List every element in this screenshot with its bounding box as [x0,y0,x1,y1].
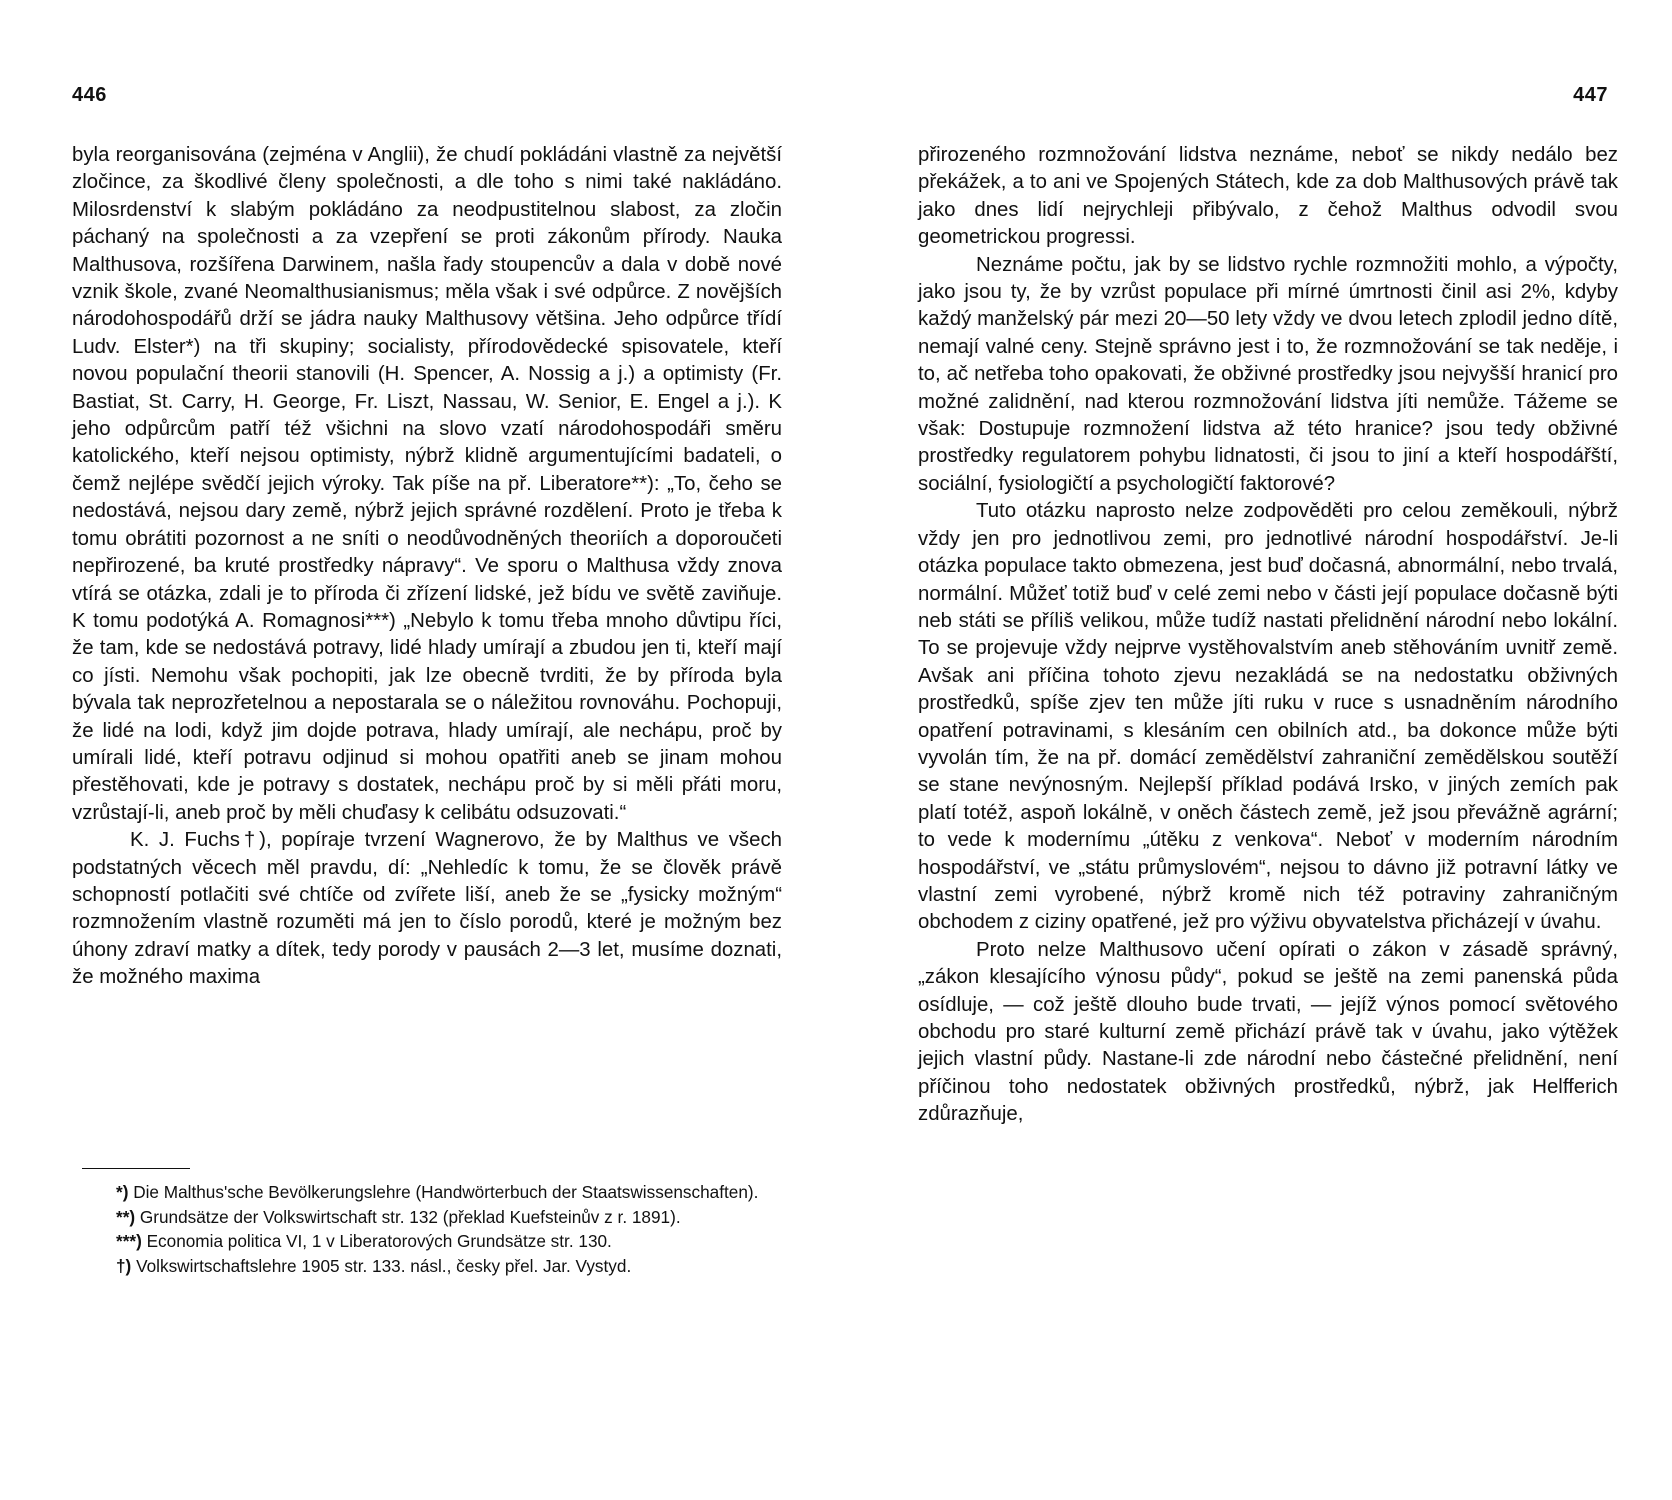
page-number-left: 446 [72,84,107,106]
footnote-mark: ***) [116,1231,142,1252]
paragraph: přirozeného rozmnožování lidstva neznáme, neboť se nikdy nedálo bez překážek, a to ani ve Spojených Státech, kde za dob Malthusových právě tak jako dnes lidí nejrychleji přibývalo, z čehož Malthus odvodil svou geometrickou progressi. [918,144,1618,249]
footnote [72,1254,782,1279]
footnotes [72,1180,782,1278]
paragraph: K. J. Fuchs†), popíraje tvrzení Wagnerovo, že by Malthus ve všech podstatných věcech měl pravdu, dí: „Nehledíc k tomu, že se člověk právě schopností potlačiti své chtíče od zvířete liší, aneb že se „fysicky možným“ rozmnožením vlastně rozuměti má jen to číslo porodů, které je možným bez úhony zdraví matky a dítek, tedy porody v pausách 2—3 let, musíme doznati, že možného maxima [72,829,782,989]
footnote-text: Grundsätze der Volkswirtschaft str. 132 (překlad Kuefsteinův z r. 1891). [139,1206,681,1227]
footnote [72,1229,782,1254]
footnote-text: Volkswirtschaftslehre 1905 str. 133. násl., česky přel. Jar. Vystyd. [136,1255,632,1276]
footnote-mark: †) [116,1255,132,1276]
paragraph: byla reorganisována (zejména v Anglii), že chudí pokládáni vlastně za největší zločince, za škodlivé členy společnosti, a dle toho s nimi také nakládáno. Milosrdenství k slabým pokládáno za neodpustitelnou slabost, za zločin páchaný na společnosti a za vzepření se proti zákonům přírody. Nauka Malthusova, rozšířena Darwinem, našla řady stoupencův a dala v době nové vznik škole, zvané Neomalthusianismus; měla však i své odpůrce. Z novějších národohospodářů drží se jádra nauky Malthusovy většina. Jeho odpůrce třídí Ludv. Elster*) na tři skupiny; socialisty, přírodovědecké spisovatele, kteří novou populační theorii stanovili (H. Spencer, A. Nossig a j.) a optimisty (Fr. Bastiat, St. Carry, H. George, Fr. Liszt, Nassau, W. Senior, E. Engel a j.). K jeho odpůrcům patří též všichni na slovo vzatí národohospodáři směru katolického, kteří nejsou optimisty, nýbrž klidně argumentujícími badateli, o čemž nejlépe svědčí jejich výroky. Tak píše na př. Liberatore**): „To, čeho se nedostává, nejsou dary země, nýbrž jejich správné rozdělení. Proto je třeba k tomu obrátiti pozornost a ne sníti o neodůvodněných theoriích a doporoučeti nepřirozené, ba kruté prostředky nápravy“. Ve sporu o Malthusa vždy znova vtírá se otázka, zdali je to příroda či zřízení lidské, jež bídu ve světě zaviňuje. K tomu podotýká A. Romagnosi***) „Nebylo k tomu třeba mnoho důvtipu říci, že tam, kde se nedostává potravy, lidé hlady umírají a zbudou jen ti, kteří mají co jísti. Nemohu však pochopiti, jak lze obecně tvrditi, že by příroda byla bývala tak neprozřetelnou a nepostarala se o náležitou rovnováhu. Pochopuji, že lidé na lodi, když jim dojde potrava, hlady umírají, ale nechápu, proč by umírali lidé, kteří potravu odjinud si mohou opatřiti aneb se jinam mohou přestěhovati, kde je potravy s dostatek, nechápu proč by si měli přáti moru, vzrůstají-li, aneb proč by měli chuďasy k celibátu odsuzovati.“ [72,144,782,824]
footnote [72,1205,782,1230]
footnote-mark: **) [116,1206,136,1227]
footnote-text: Economia politica VI, 1 v Liberatorových Grundsätze str. 130. [146,1231,612,1252]
footnote-divider [82,1168,190,1169]
footnote [72,1180,782,1205]
footnote-mark: *) [116,1182,129,1202]
right-page-text [918,142,1618,1129]
page-number-right: 447 [1573,84,1608,106]
footnote-text: Die Malthus'sche Bevölkerungslehre (Handwörterbuch der Staatswissenschaften). [133,1182,759,1202]
left-page-text [72,142,782,992]
paragraph: Tuto otázku naprosto nelze zodpověděti pro celou zeměkouli, nýbrž vždy jen pro jednotlivou zemi, pro jednotlivé národní hospodářství. Je-li otázka populace takto obmezena, jest buď dočasná, abnormální, nebo trvalá, normální. Můžeť totiž buď v celé zemi nebo v části její populace dočasně býti neb státi se příliš velikou, může tudíž nastati přelidnění národní nebo lokální. To se projevuje vždy nejprve vystěhovalstvím aneb stěhováním uvnitř země. Avšak ani příčina tohoto zjevu nezakládá se na nedostatku obživných prostředků, spíše zjev ten může jíti ruku v ruce s usnadněním národního opatření potravinami, s klesáním cen obilních atd., ba dokonce může býti vyvolán tím, že na př. domácí zemědělství zahraniční zemědělskou soutěží se stane nevýnosným. Nejlepší příklad podává Irsko, v jiných zemích pak platí totéž, aspoň lokálně, v oněch částech země, jež jsou převážně agrární; to vede k modernímu „útěku z venkova“. Neboť v moderním národním hospodářství, ve „státu průmyslovém“, nejsou to dávno již potravní látky ve vlastní zemi vyrobené, nýbrž kromě nich též potraviny zahraničným obchodem z ciziny opatřené, jež pro výživu obyvatelstva přicházejí v úvahu. [918,500,1618,934]
paragraph: Proto nelze Malthusovo učení opírati o zákon v zásadě správný, „zákon klesajícího výnosu půdy“, pokud se ještě na zemi panenská půda osídluje, — což ještě dlouho bude trvati, — jejíž výnos pomocí světového obchodu pro staré kulturní země přichází právě tak v úvahu, jako výtěžek jejich vlastní půdy. Nastane-li zde národní nebo částečné přelidnění, není příčinou toho nedostatek obživných prostředků, nýbrž, jak Helfferich zdůrazňuje, [918,938,1618,1126]
paragraph: Neznáme počtu, jak by se lidstvo rychle rozmnožiti mohlo, a výpočty, jako jsou ty, že by vzrůst populace při mírné úmrtnosti činil asi 2%, kdyby každý manželský pár mezi 20—50 lety vždy ve dvou letech zplodil jedno dítě, nemají valné ceny. Stejně správno jest i to, že rozmnožování se tak neděje, i to, ač netřeba toho opakovati, že obživné prostředky jsou nejvyšší hranicí pro možné zalidnění, nad kterou rozmnožování lidstva jíti nemůže. Tážeme se však: Dostupuje rozmnožení lidstva až této hranice? jsou tedy obživné prostředky regulatorem pohybu lidnatosti, či jsou to jiní a kteří hospodářští, sociální, fysiologičtí a psychologičtí faktorové? [918,253,1618,495]
right-page [836,0,1672,1500]
